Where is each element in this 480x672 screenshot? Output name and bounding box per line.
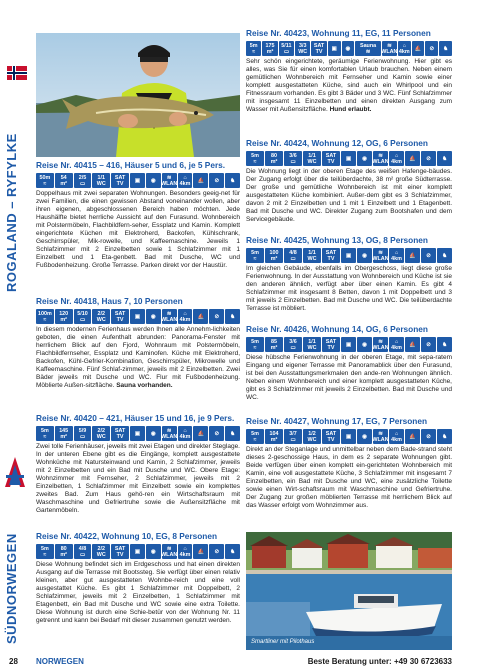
bedrooms-icon: 4/8 ▭ — [284, 248, 302, 263]
listing-title: Reise Nr. 40426, Wohnung 14, OG, 6 Personen — [246, 324, 428, 334]
dishwasher-icon: ▣ — [130, 173, 145, 188]
area-icon: 120 m² — [55, 309, 73, 324]
listing-40418 — [36, 296, 240, 390]
harbor-photo — [246, 532, 452, 650]
pet-icon: ♞ — [437, 429, 452, 444]
listing-description: In diesem modernen Ferienhaus werden Ihnen alle Annehm-lichkeiten geboten, die einen Aufenthalt abrunden: Panorama-Fenster mit herrlichem Blick auf den Fjord, Wohnraum mit Polstermöbeln, Flachbildfernseher, Essplatz und Kaminofen. Küche mit Elektroherd, Backofen, Kühl-Gefrier-Kombination, Geschirrspüler, Mikrowelle und Kaffeemaschine. Fünf Schlaf-zimmer, jeweils mit 2 Einzelbetten. Zwei Bäder jeweils mit Dusche und WC. Flur mit Fußbodenheizung. Möblierte Außen-sitzfläche. Sauna vorhanden. — [36, 326, 240, 389]
washer-icon: ◉ — [357, 248, 372, 263]
bathrooms-icon: 1/1 WC — [92, 173, 110, 188]
bathrooms-icon: 3/3 WC — [295, 41, 310, 56]
listing-40423 — [246, 28, 452, 114]
dishwasher-icon: ▣ — [341, 248, 356, 263]
bathrooms-icon: 1/1 WC — [303, 151, 321, 166]
wlan-icon: ≋ WLAN — [372, 338, 389, 351]
listing-40424 — [246, 138, 452, 224]
boat-icon: ⛵ — [193, 426, 208, 441]
listing-description: Diese Wohnung befindet sich im Erdgeschoss und hat einen direkten Ausgang auf die Terrasse mit Bootssteg. Sie verfügt über einen relativ kleinen, aber gut ausgestatteten Wohnbe-reich und eine voll ausgestattet Küche. Es gibt 1 Schlafzimmer mit Doppelbett, 2 Schlafzimmer, jeweils mit 2 Einzelbetten, 1 Schlafzimmer mit Etagenbett, ein Bad mit Dusche und WC sowie eine extra Toilette. Diese Wohnung ist durch eine Schie-betür von der Wohnung Nr. 11 getrennt und kann bei Bedarf mit dieser zusammen genutzt werden. — [36, 561, 240, 624]
area-icon: 145 m² — [55, 426, 73, 441]
bathrooms-icon: 2/2 WC — [92, 309, 110, 324]
sauna-icon: Sauna ≋ — [355, 41, 381, 56]
region-sidebar — [0, 0, 26, 672]
nosmoke-icon: ⊘ — [421, 248, 436, 263]
nosmoke-icon: ⊘ — [421, 337, 436, 352]
dishwasher-icon: ▣ — [130, 544, 145, 559]
listing-title: Reise Nr. 40415 – 416, Häuser 5 und 6, je 5 Pers. — [36, 160, 226, 170]
dishwasher-icon: ▣ — [341, 151, 356, 166]
listing-description: Im gleichen Gebäude, ebenfalls im Obergeschoss, liegt diese große Ferienwohnung. In der Ausstattung von Wohnbereich und Küche ist sie den anderen ähnlich, verfügt aber über einen Kamin. Es gibt 4 Schlafzimmer mit insgesamt 8 Betten, davon 1 mit Doppelbett und 3 mit jeweils 2 Einzelbetten. Bad mit Dusche und WC. Die teilüberdachte Terrasse ist möbliert. — [246, 265, 452, 312]
washer-icon: ◉ — [357, 151, 372, 166]
washer-icon: ◉ — [146, 309, 161, 324]
amenity-icons — [246, 337, 452, 352]
listing-40415 — [36, 160, 240, 270]
bathrooms-icon: 1/2 WC — [303, 429, 321, 444]
bathrooms-icon: 1/1 WC — [303, 248, 321, 263]
distance-water-icon: 5m ≈ — [246, 337, 264, 352]
shop-icon: ⌂ 4km — [178, 173, 193, 188]
listing-40420 — [36, 413, 240, 515]
listing-40427 — [246, 416, 452, 510]
tv-icon: SAT TV — [111, 173, 129, 188]
area-icon: 175 m² — [262, 41, 277, 56]
boat-icon: ⛵ — [193, 173, 208, 188]
amenity-icons — [36, 173, 240, 188]
wlan-icon: ≋ WLAN — [372, 152, 389, 165]
listing-description: Die Wohnung liegt in der oberen Etage des weißen Hafenge-bäudes. Der Zugang erfolgt über die teilüberdachte, 38 m² große Südterrasse. Der große und gemütliche Wohnbereich ist mit einer komplett ausgestatteten Küche kombiniert. Außer-dem gibt es 3 Schlafzimmer, davon 2 mit 2 Einzelbetten und 1 mit 1 Einzelbett und 1 Etagenbett. Bad mit Dusche und WC. Direkter Zugang zum Bootshafen und dem Servicegebäude. — [246, 168, 452, 223]
amenity-icons — [36, 426, 240, 441]
amenity-icons — [246, 429, 452, 444]
listing-title: Reise Nr. 40420 – 421, Häuser 15 und 16, je 9 Pers. — [36, 413, 235, 423]
tv-icon: SAT TV — [322, 337, 340, 352]
washer-icon: ◉ — [357, 429, 372, 444]
listing-title: Reise Nr. 40427, Wohnung 17, EG, 7 Personen — [246, 416, 428, 426]
listing-title: Reise Nr. 40418, Haus 7, 10 Personen — [36, 296, 183, 306]
nosmoke-icon: ⊘ — [209, 173, 224, 188]
amenity-icons — [36, 309, 240, 324]
listing-title: Reise Nr. 40424, Wohnung 12, OG, 6 Personen — [246, 138, 428, 148]
tv-icon: SAT TV — [322, 248, 340, 263]
shop-icon: ⌂ 4km — [389, 337, 404, 352]
listing-title: Reise Nr. 40422, Wohnung 10, EG, 8 Personen — [36, 531, 218, 541]
wlan-icon: ≋ WLAN — [161, 427, 178, 440]
shop-icon: ⌂ 4km — [389, 429, 404, 444]
listing-title: Reise Nr. 40423, Wohnung 11, EG, 11 Personen — [246, 28, 431, 38]
area-icon: 85 m² — [265, 337, 283, 352]
boat-icon: ⛵ — [405, 151, 420, 166]
tv-icon: SAT TV — [111, 426, 129, 441]
brand-logo-icon — [3, 455, 27, 489]
pet-icon: ♞ — [437, 248, 452, 263]
pet-icon: ♞ — [439, 41, 452, 56]
shop-icon: ⌂ 4km — [389, 151, 404, 166]
area-icon: 80 m² — [55, 544, 73, 559]
bedrooms-icon: 3/7 ▭ — [284, 429, 302, 444]
area-icon: 100 m² — [265, 248, 283, 263]
bedrooms-icon: 4/8 ▭ — [74, 544, 92, 559]
bathrooms-icon: 2/2 WC — [92, 426, 110, 441]
bedrooms-icon: 5/10 ▭ — [74, 309, 92, 324]
tv-icon: SAT TV — [322, 151, 340, 166]
page-number: 28 — [9, 657, 18, 666]
distance-water-icon: 5m ≈ — [246, 248, 264, 263]
listing-description: Direkt an der Steganlage und unmittelbar neben dem Bade-strand steht dieses 2-geschossige Haus, in dem es 2 separate Wohnungen gibt. Beide verfügen über einen komplett ein-gerichteten Wohnbereich mit Kamin, eine voll ausgestattete Küche, 3 Schlafzimmer mit insgesamt 7 Einzelbetten, ein Bad mit Dusche und WC, eine zusätzliche Toilette sowie einen Wirt-schaftsraum mit Waschmaschine und Gefriertruhe. Der Zugang zur großen möblierten Terrasse mit herrlichem Blick auf das Wasser erfolgt vom Wohnzimmer aus. — [246, 446, 452, 509]
boat-icon: ⛵ — [193, 544, 208, 559]
bedrooms-icon: 3/6 ▭ — [284, 151, 302, 166]
wlan-icon: ≋ WLAN — [161, 310, 178, 323]
tv-icon: SAT TV — [322, 429, 340, 444]
tv-icon: SAT TV — [311, 41, 326, 56]
distance-water-icon: 5m ≈ — [246, 151, 264, 166]
wlan-icon: ≋ WLAN — [161, 174, 178, 187]
pet-icon: ♞ — [225, 173, 240, 188]
washer-icon: ◉ — [146, 173, 161, 188]
listing-40425 — [246, 235, 452, 313]
distance-water-icon: 5m ≈ — [246, 429, 264, 444]
pet-icon: ♞ — [437, 151, 452, 166]
pet-icon: ♞ — [225, 309, 240, 324]
distance-water-icon: 5m ≈ — [246, 41, 261, 56]
area-icon: 54 m² — [55, 173, 73, 188]
wlan-icon: ≋ WLAN — [372, 249, 389, 262]
listing-40426 — [246, 324, 452, 402]
washer-icon: ◉ — [342, 41, 355, 56]
amenity-icons — [246, 151, 452, 166]
wlan-icon: ≋ WLAN — [372, 430, 389, 443]
dishwasher-icon: ▣ — [328, 41, 341, 56]
pet-icon: ♞ — [225, 544, 240, 559]
amenity-icons — [36, 544, 240, 559]
dishwasher-icon: ▣ — [341, 337, 356, 352]
amenity-icons — [246, 41, 452, 56]
bedrooms-icon: 5/9 ▭ — [74, 426, 92, 441]
boat-icon: ⛵ — [405, 337, 420, 352]
bathrooms-icon: 2/2 WC — [92, 544, 110, 559]
shop-icon: ⌂ 4km — [178, 309, 193, 324]
tv-icon: SAT TV — [111, 544, 129, 559]
footer-contact: Beste Beratung unter: +49 30 6723633 — [307, 657, 452, 666]
tv-icon: SAT TV — [111, 309, 129, 324]
boat-icon: ⛵ — [405, 429, 420, 444]
bedrooms-icon: 2/5 ▭ — [74, 173, 92, 188]
bathrooms-icon: 1/1 WC — [303, 337, 321, 352]
shop-icon: ⌂ 4km — [389, 248, 404, 263]
listing-description: Doppelhaus mit zwei separaten Wohnungen. Besonders geeig-net für zwei Familien, die einen gewissen Abstand voneinander wollen, aber ihren eigenen, abgeschlossenen Bereich haben möchten. Jede Haushälfte bietet herrliche Aussicht auf den Furasund. Wohnbereich mit Polstermöbeln, Flachbildfern-seher, Essplatz und Kamin. Komplett eingerichtete Küchen mit Elektroherd, Backofen, Kühlschrank, Geschirrspüler, Mik-rowelle, und Kaffeemaschine. Jeweils 1 Schlafzimmer mit 2 Einzelbetten sowie 1 Schlafzimmer mit 1 Einzelbett und 1 Eta-genbett. Bad mit Dusche, WC und Fußbodenheizung. Große Terrasse. Parken direkt vor der Haustür. — [36, 190, 240, 269]
footer-section: NORWEGEN — [36, 657, 84, 666]
nosmoke-icon: ⊘ — [209, 309, 224, 324]
angler-photo — [36, 33, 240, 157]
listing-description: Diese hübsche Ferienwohnung in der oberen Etage, mit sepa-ratem Eingang und eigener Terrasse mit Panoramablick über den Furasund, ist bei den Ausstattungsmerkmalen den ande-ren Wohnungen ähnlich. Neben einem Wohnbereich und einer komplett ausgestatteten Küche, gibt es 3 Schlafzimmer mit jeweils 2 Einzelbetten. Bad mit Dusche und WC. — [246, 354, 452, 401]
dishwasher-icon: ▣ — [130, 309, 145, 324]
boat-icon: ⛵ — [405, 248, 420, 263]
area-icon: 104 m² — [265, 429, 283, 444]
listing-description: Zwei tolle Ferienhäuser, jeweils mit zwei Etagen und direkter Steglage. In der unteren Ebene gibt es die Eingänge, komplett ausgestattete Wohnküche mit Natursteinwand und Kamin, 2 Schlafzimmer, jeweils mit 2 Einzelbetten und ein Bad mit Dusche und WC. Obere Etage: Wohnzimmer mit Fernseher, 2 Schlafzimmer, jeweils mit 2 Einzelbetten, 1 Schlafzimmer mit Einzelbett sowie ein komplettes zweites Bad. Zum Haus gehö-ren ein Wirtschaftsraum mit Waschmaschine und Gefriertruhe sowie die Außensitzfläche mit Gartenmöbeln. — [36, 443, 240, 514]
washer-icon: ◉ — [146, 426, 161, 441]
norway-flag-icon — [7, 66, 27, 80]
region-label: ROGALAND – RYFYLKE — [4, 133, 19, 292]
distance-water-icon: 5m ≈ — [36, 426, 54, 441]
nosmoke-icon: ⊘ — [425, 41, 438, 56]
listing-title: Reise Nr. 40425, Wohnung 13, OG, 8 Personen — [246, 235, 428, 245]
country-label: SÜDNORWEGEN — [4, 533, 19, 644]
area-icon: 80 m² — [265, 151, 283, 166]
shop-icon: ⌂ 4km — [398, 42, 410, 55]
distance-water-icon: 5m ≈ — [36, 544, 54, 559]
pet-icon: ♞ — [437, 337, 452, 352]
washer-icon: ◉ — [357, 337, 372, 352]
pet-icon: ♞ — [225, 426, 240, 441]
amenity-icons — [246, 248, 452, 263]
wlan-icon: ≋ WLAN — [161, 545, 178, 558]
shop-icon: ⌂ 4km — [178, 426, 193, 441]
listing-40422 — [36, 531, 240, 625]
bedrooms-icon: 3/6 ▭ — [284, 337, 302, 352]
boat-icon: ⛵ — [193, 309, 208, 324]
photo-caption: Smartliner mit Pilothaus — [251, 639, 315, 645]
wlan-icon: ≋ WLAN — [381, 42, 398, 55]
nosmoke-icon: ⊘ — [209, 426, 224, 441]
dishwasher-icon: ▣ — [341, 429, 356, 444]
nosmoke-icon: ⊘ — [421, 151, 436, 166]
nosmoke-icon: ⊘ — [421, 429, 436, 444]
distance-water-icon: 100m ≈ — [38, 310, 52, 323]
boat-icon: ⛵ — [412, 41, 425, 56]
distance-water-icon: 50m ≈ — [36, 173, 54, 188]
nosmoke-icon: ⊘ — [209, 544, 224, 559]
page-footer — [0, 651, 480, 672]
dishwasher-icon: ▣ — [130, 426, 145, 441]
bedrooms-icon: 5/11 ▭ — [279, 41, 294, 56]
washer-icon: ◉ — [146, 544, 161, 559]
listing-description: Sehr schön eingerichtete, geräumige Ferienwohnung. Hier gibt es alles, was Sie für einen komfortablen Urlaub brauchen. Neben einem gemütlichen Wohnbereich mit Fernseher und Kamin sowie einer komplett ausgestatteten Küche, sind auch ein Whirlpool und ein Fitnessraum vorhanden. Es gibt 3 Bäder und 3 WC. Fünf Schlafzimmer mit insgesamt 11 Einzelbetten und einen direkten Ausgang zum Wasser mit Außensitzfläche. Hund erlaubt. — [246, 58, 452, 113]
shop-icon: ⌂ 4km — [178, 544, 193, 559]
